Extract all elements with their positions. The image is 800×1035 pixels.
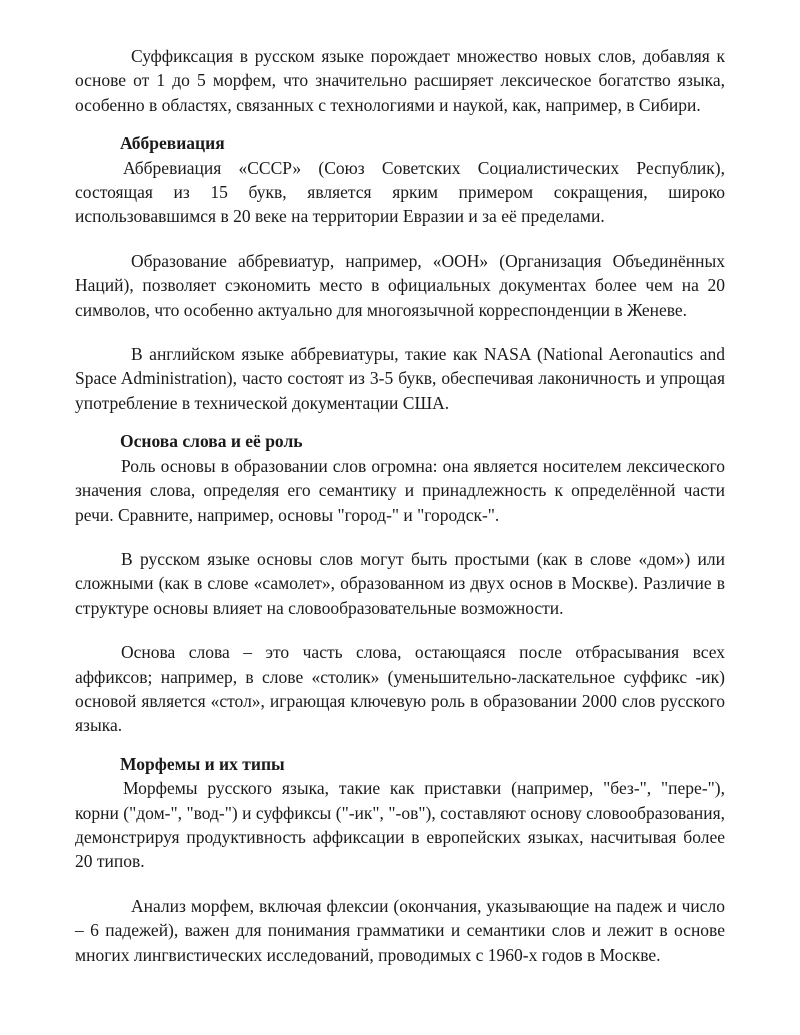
paragraph-nasa: В английском языке аббревиатуры, такие как NASA (National Aeronautics and Space Administration), часто состоят из 3-5 букв, обеспечивая лаконичность и упрощая употребление в технической документации США. xyxy=(75,344,725,413)
section-word-stem xyxy=(75,429,725,737)
heading-morphemes: Морфемы и их типы xyxy=(120,753,285,774)
paragraph-stem-role: Роль основы в образовании слов огромна: она является носителем лексического значения слова, определяя его семантику и принадлежность к определённой части речи. Сравните, например, основы "город-" и "городск-". xyxy=(75,455,725,525)
document-page xyxy=(75,44,725,967)
paragraph-stem-definition: Основа слова – это часть слова, остающаяся после отбрасывания всех аффиксов; например, в слове «столик» (уменьшительно-ласкательное суффикс -ик) основой является «стол», играющая ключевую роль в образовании 2000 слов русского языка. xyxy=(75,642,725,736)
paragraph-morpheme-types: Морфемы русского языка, такие как приставки (например, "без-", "пере-"), корни ("дом-", "вод-") и суффиксы ("-ик", "-ов"), составляют основу словообразования, демонстрируя продуктивность аффиксации в европейских языках, насчитывая более 20 типов. xyxy=(75,778,725,872)
heading-word-stem: Основа слова и её роль xyxy=(120,431,303,452)
paragraph-morpheme-analysis: Анализ морфем, включая флексии (окончания, указывающие на падеж и число – 6 падежей), важен для понимания грамматики и семантики слов и лежит в основе многих лингвистических исследований, проводимых с 1960-х годов в Москве. xyxy=(75,895,725,965)
paragraph-un: Образование аббревиатур, например, «ООН» (Организация Объединённых Наций), позволяет сэкономить место в официальных документах более чем на 20 символов, что особенно актуально для многоязычной корреспонденции в Женеве. xyxy=(75,250,725,320)
section-morphemes xyxy=(75,752,725,967)
paragraph-stem-types: В русском языке основы слов могут быть простыми (как в слове «дом») или сложными (как в слове «самолет», образованном из двух основ в Москве). Различие в структуре основы влияет на словообразовательные возможности. xyxy=(75,548,725,618)
paragraph-ussr: Аббревиация «СССР» (Союз Советских Социалистических Республик), состоящая из 15 букв, является ярким примером сокращения, широко использовавшимся в 20 веке на территории Евразии и за её пределами. xyxy=(75,157,725,227)
heading-abbreviation: Аббревиация xyxy=(120,133,225,154)
section-abbreviation xyxy=(75,131,725,415)
paragraph-suffixation: Суффиксация в русском языке порождает множество новых слов, добавляя к основе от 1 до 5 морфем, что значительно расширяет лексическое богатство языка, особенно в областях, связанных с технологиями и наукой, как, например, в Сибири. xyxy=(75,46,725,115)
